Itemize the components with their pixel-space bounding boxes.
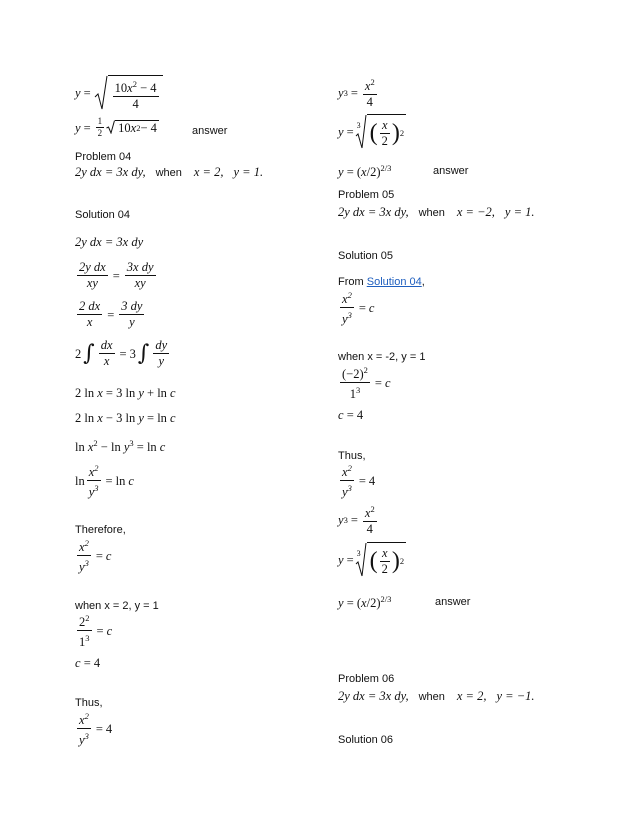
problem05-equation: 2y dx = 3x dy, xyxy=(338,205,409,219)
problem04-equation: 2y dx = 3x dy, xyxy=(75,165,146,179)
answer-label-1: answer xyxy=(433,165,469,177)
solution06-title: Solution 06 xyxy=(338,734,394,746)
when-line: when x = 2, y = 1 xyxy=(75,600,159,612)
equation-ln-1: 2 ln x = 3 ln y + ln c xyxy=(75,386,176,400)
equation-y3-x2-4-right: y 3 = $\frac{x^2}{4}$ xyxy=(338,504,375,536)
problem06-statement xyxy=(338,687,535,705)
therefore-label: Therefore, xyxy=(75,524,126,536)
thus-label: Thus, xyxy=(75,697,103,709)
problem05-cond-x: x = −2, xyxy=(456,205,495,219)
problem04-statement xyxy=(75,163,263,181)
equation-y3-x2-4: y 3 = $\frac{x^2}{4}$ xyxy=(338,77,375,109)
thus-label-right: Thus, xyxy=(338,450,366,462)
problem05-cond-y: y = 1. xyxy=(504,205,535,219)
problem05-title: Problem 05 xyxy=(338,189,395,201)
equation-ln-4: ln $\frac{x^2}{y^3}$ = ln c xyxy=(75,463,134,499)
problem04-when: when xyxy=(155,167,182,179)
problem04-cond-y: y = 1. xyxy=(233,165,264,179)
when-line-right: when x = -2, y = 1 xyxy=(338,351,426,363)
equation-y-cuberoot-right: y = 3 ( $\frac{x}{2}$ ) 2 xyxy=(338,542,406,578)
equation-c-4-right: c = 4 xyxy=(338,408,364,422)
equation-xy-4: $\frac{x^2}{y^3}$ = 4 xyxy=(79,711,113,747)
equation-xy-4-right: $\frac{x^2}{y^3}$ = 4 xyxy=(342,463,376,499)
problem06-equation: 2y dx = 3x dy, xyxy=(338,689,409,703)
problem06-cond-y: y = −1. xyxy=(496,689,535,703)
problem04-title: Problem 04 xyxy=(75,151,132,163)
equation-ln-2: 2 ln x − 3 ln y = ln c xyxy=(75,411,176,425)
solution05-title: Solution 05 xyxy=(338,250,394,262)
answer-label-2: answer xyxy=(435,596,471,608)
equation-substitute-right: $\frac{(-2)^2}{1^3}$ = c xyxy=(342,365,391,401)
problem05-when: when xyxy=(418,207,445,219)
from-suffix: , xyxy=(421,276,425,288)
equation-answer-2: $y = (x/2)^{2/3}$ xyxy=(338,594,392,610)
equation-c-4: c = 4 xyxy=(75,656,101,670)
equation-xy-c: $\frac{x^2}{y^3}$ = c xyxy=(79,538,112,574)
problem05-statement xyxy=(338,203,535,221)
problem04-cond-x: x = 2, xyxy=(193,165,224,179)
from-prefix: From xyxy=(338,276,367,288)
equation-integral: 2 ∫ $\frac{dx}{x}$ = 3 ∫ $\frac{dy}{y}$ xyxy=(75,338,168,368)
equation-substitute: $\frac{2^2}{1^3}$ = c xyxy=(79,613,113,649)
equation-y-sqrt: y = $\frac{10x^2 - 4}{4}$ xyxy=(75,75,163,111)
equation-xy-c-right: $\frac{x^2}{y^3}$ = c xyxy=(342,290,375,326)
equation-y-cuberoot: y = 3 ( $\frac{x}{2}$ ) 2 xyxy=(338,114,406,150)
equation-divide-xy: $\frac{\text{2y dx}}{xy}$ = $\frac{\text{3x dy}}{xy}$ xyxy=(79,260,154,290)
problem06-cond-x: x = 2, xyxy=(456,689,487,703)
problem06-title: Problem 06 xyxy=(338,673,395,685)
equation-de: 2y dx = 3x dy xyxy=(75,235,144,249)
equation-ln-3: $\ln x^2 - \ln y^3 = \ln c$ xyxy=(75,438,166,454)
problem06-when: when xyxy=(418,691,445,703)
equation-y-half-sqrt: y = $\frac{1}{2}$ 10 x 2 − 4 xyxy=(75,116,157,138)
solution04-link[interactable]: Solution 04 xyxy=(366,276,422,288)
equation-answer-1: $y = (x/2)^{2/3}$ xyxy=(338,163,392,179)
answer-label: answer xyxy=(192,125,228,137)
solution04-title: Solution 04 xyxy=(75,209,131,221)
equation-separated: $\frac{2 dx}{x}$ = $\frac{3 dy}{y}$ xyxy=(79,299,143,329)
from-solution-line xyxy=(338,276,425,289)
